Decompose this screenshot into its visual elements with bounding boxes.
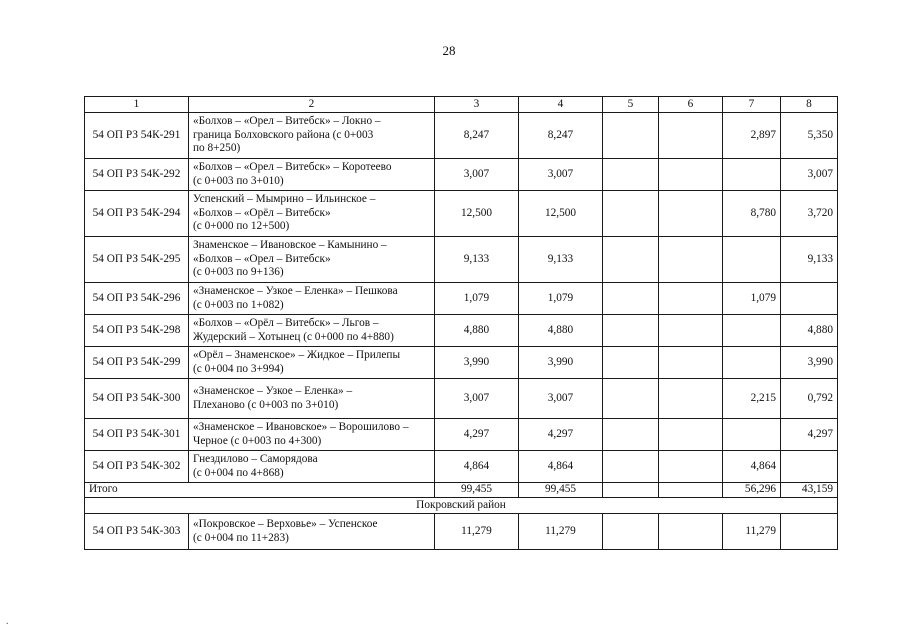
- road-code-cell: 54 ОП РЗ 54К-294: [85, 191, 189, 237]
- header-cell: 2: [189, 97, 435, 113]
- value-cell-c5: [603, 514, 659, 550]
- header-cell: 4: [519, 97, 603, 113]
- header-cell: 5: [603, 97, 659, 113]
- road-name-line: (с 0+000 по 12+500): [193, 220, 290, 233]
- road-name-line: по 8+250): [193, 142, 241, 155]
- value-cell-c3: 3,007: [435, 379, 519, 419]
- value-cell-c7: [723, 237, 781, 283]
- road-code-cell: 54 ОП РЗ 54К-291: [85, 113, 189, 159]
- road-name-line: «Болхов – «Орел – Витебск» – Коротеево: [193, 161, 392, 173]
- value-cell-c7: [723, 347, 781, 379]
- value-cell-c8: 3,990: [781, 347, 838, 379]
- table-row: [85, 113, 838, 159]
- road-code-cell: 54 ОП РЗ 54К-292: [85, 159, 189, 191]
- total-label: Итого: [85, 483, 435, 498]
- value-cell-c8: 5,350: [781, 113, 838, 159]
- road-name-line: «Знаменское – Узкое – Еленка» –: [193, 385, 353, 397]
- road-name-line: Успенский – Мымрино – Ильинское –: [193, 193, 376, 206]
- road-name-cell: [189, 379, 435, 419]
- value-cell-c5: [603, 451, 659, 483]
- value-cell-c7: [723, 315, 781, 347]
- road-name-line: Жудерский – Хотынец (с 0+000 по 4+880): [193, 330, 394, 343]
- road-code-cell: 54 ОП РЗ 54К-300: [85, 379, 189, 419]
- header-cell: 8: [781, 97, 838, 113]
- header-cell: 7: [723, 97, 781, 113]
- value-cell-c3: 3,990: [435, 347, 519, 379]
- road-name-line: «Знаменское – Узкое – Еленка» – Пешкова: [193, 285, 398, 297]
- value-cell-c6: [659, 379, 723, 419]
- header-cell: 6: [659, 97, 723, 113]
- value-cell-c8: 9,133: [781, 237, 838, 283]
- value-cell-c4: 11,279: [519, 514, 603, 550]
- value-cell-c7: 1,079: [723, 283, 781, 315]
- value-cell-c3: 8,247: [435, 113, 519, 159]
- table-row: [85, 315, 838, 347]
- table-row: [85, 514, 838, 550]
- road-name-cell: [189, 159, 435, 191]
- district-row: [85, 498, 838, 514]
- value-cell-c5: [603, 237, 659, 283]
- value-cell-c6: [659, 113, 723, 159]
- value-cell-c3: 9,133: [435, 237, 519, 283]
- road-code-cell: 54 ОП РЗ 54К-298: [85, 315, 189, 347]
- value-cell-c8: 3,007: [781, 159, 838, 191]
- table-row: [85, 347, 838, 379]
- value-cell-c7: [723, 419, 781, 451]
- road-name-cell: [189, 419, 435, 451]
- value-cell-c6: [659, 191, 723, 237]
- total-cell-c3: 99,455: [435, 483, 519, 498]
- value-cell-c7: 8,780: [723, 191, 781, 237]
- value-cell-c8: 4,880: [781, 315, 838, 347]
- value-cell-c8: 3,720: [781, 191, 838, 237]
- value-cell-c6: [659, 159, 723, 191]
- road-code-cell: 54 ОП РЗ 54К-303: [85, 514, 189, 550]
- road-name-cell: [189, 113, 435, 159]
- value-cell-c4: 3,990: [519, 347, 603, 379]
- value-cell-c4: 3,007: [519, 159, 603, 191]
- road-name-cell: [189, 451, 435, 483]
- value-cell-c5: [603, 283, 659, 315]
- road-name-line: «Болхов – «Орел – Витебск» – Локно –: [193, 115, 381, 128]
- road-name-cell: [189, 237, 435, 283]
- table-row: [85, 379, 838, 419]
- road-name-line: Плеханово (с 0+003 по 3+010): [193, 398, 339, 411]
- road-name-line: «Покровское – Верховье» – Успенское: [193, 518, 378, 530]
- road-name-cell: [189, 514, 435, 550]
- total-cell-c7: 56,296: [723, 483, 781, 498]
- road-name-line: (с 0+003 по 3+010): [193, 174, 284, 187]
- value-cell-c8: 4,297: [781, 419, 838, 451]
- value-cell-c6: [659, 347, 723, 379]
- value-cell-c8: [781, 514, 838, 550]
- value-cell-c8: 0,792: [781, 379, 838, 419]
- value-cell-c3: 12,500: [435, 191, 519, 237]
- road-name-line: Черное (с 0+003 по 4+300): [193, 434, 322, 447]
- value-cell-c5: [603, 113, 659, 159]
- table-row: [85, 159, 838, 191]
- value-cell-c5: [603, 379, 659, 419]
- value-cell-c3: 4,880: [435, 315, 519, 347]
- road-name-cell: [189, 315, 435, 347]
- value-cell-c4: 4,880: [519, 315, 603, 347]
- road-name-line: (с 0+003 по 9+136): [193, 266, 284, 279]
- roads-table: [84, 96, 838, 550]
- value-cell-c7: 4,864: [723, 451, 781, 483]
- value-cell-c4: 12,500: [519, 191, 603, 237]
- road-code-cell: 54 ОП РЗ 54К-295: [85, 237, 189, 283]
- road-name-cell: [189, 283, 435, 315]
- value-cell-c4: 4,864: [519, 451, 603, 483]
- page-number: 28: [442, 43, 456, 58]
- value-cell-c4: 8,247: [519, 113, 603, 159]
- value-cell-c7: 2,215: [723, 379, 781, 419]
- road-code-cell: 54 ОП РЗ 54К-296: [85, 283, 189, 315]
- value-cell-c4: 3,007: [519, 379, 603, 419]
- value-cell-c6: [659, 283, 723, 315]
- table-row: [85, 191, 838, 237]
- header-cell: 1: [85, 97, 189, 113]
- value-cell-c4: 1,079: [519, 283, 603, 315]
- road-name-line: «Знаменское – Ивановское» – Ворошилово –: [193, 421, 409, 433]
- road-name-line: «Болхов – «Орёл – Витебск»: [193, 206, 331, 219]
- road-name-line: «Болхов – «Орел – Витебск»: [193, 252, 331, 265]
- table-row: [85, 451, 838, 483]
- value-cell-c7: [723, 159, 781, 191]
- road-name-cell: [189, 191, 435, 237]
- total-cell-c8: 43,159: [781, 483, 838, 498]
- value-cell-c5: [603, 191, 659, 237]
- value-cell-c7: 11,279: [723, 514, 781, 550]
- corner-mark: .: [6, 616, 9, 627]
- value-cell-c3: 1,079: [435, 283, 519, 315]
- road-name-line: Знаменское – Ивановское – Камынино –: [193, 239, 387, 252]
- header-cell: 3: [435, 97, 519, 113]
- road-name-line: (с 0+004 по 3+994): [193, 362, 284, 375]
- value-cell-c3: 4,864: [435, 451, 519, 483]
- value-cell-c6: [659, 237, 723, 283]
- value-cell-c3: 3,007: [435, 159, 519, 191]
- table-row: [85, 237, 838, 283]
- total-cell-c5: [603, 483, 659, 498]
- road-name-line: (с 0+004 по 11+283): [193, 531, 289, 544]
- table-row: [85, 283, 838, 315]
- total-cell-c4: 99,455: [519, 483, 603, 498]
- value-cell-c6: [659, 451, 723, 483]
- road-name-cell: [189, 347, 435, 379]
- value-cell-c5: [603, 347, 659, 379]
- road-code-cell: 54 ОП РЗ 54К-299: [85, 347, 189, 379]
- header-row: [85, 97, 838, 113]
- table-row: [85, 419, 838, 451]
- value-cell-c6: [659, 419, 723, 451]
- value-cell-c7: 2,897: [723, 113, 781, 159]
- value-cell-c4: 9,133: [519, 237, 603, 283]
- value-cell-c5: [603, 159, 659, 191]
- district-title: Покровский район: [85, 498, 838, 514]
- value-cell-c8: [781, 451, 838, 483]
- road-name-line: граница Болховского района (с 0+003: [193, 128, 374, 141]
- road-name-line: (с 0+003 по 1+082): [193, 298, 284, 311]
- road-code-cell: 54 ОП РЗ 54К-302: [85, 451, 189, 483]
- value-cell-c4: 4,297: [519, 419, 603, 451]
- road-code-cell: 54 ОП РЗ 54К-301: [85, 419, 189, 451]
- road-name-line: (с 0+004 по 4+868): [193, 466, 284, 479]
- total-row: [85, 483, 838, 498]
- total-cell-c6: [659, 483, 723, 498]
- road-name-line: «Болхов – «Орёл – Витебск» – Льгов –: [193, 317, 379, 329]
- value-cell-c6: [659, 514, 723, 550]
- road-name-line: «Орёл – Знаменское» – Жидкое – Прилепы: [193, 349, 401, 361]
- value-cell-c6: [659, 315, 723, 347]
- value-cell-c5: [603, 419, 659, 451]
- value-cell-c8: [781, 283, 838, 315]
- value-cell-c3: 4,297: [435, 419, 519, 451]
- value-cell-c3: 11,279: [435, 514, 519, 550]
- value-cell-c5: [603, 315, 659, 347]
- road-name-line: Гнездилово – Саморядова: [193, 453, 318, 465]
